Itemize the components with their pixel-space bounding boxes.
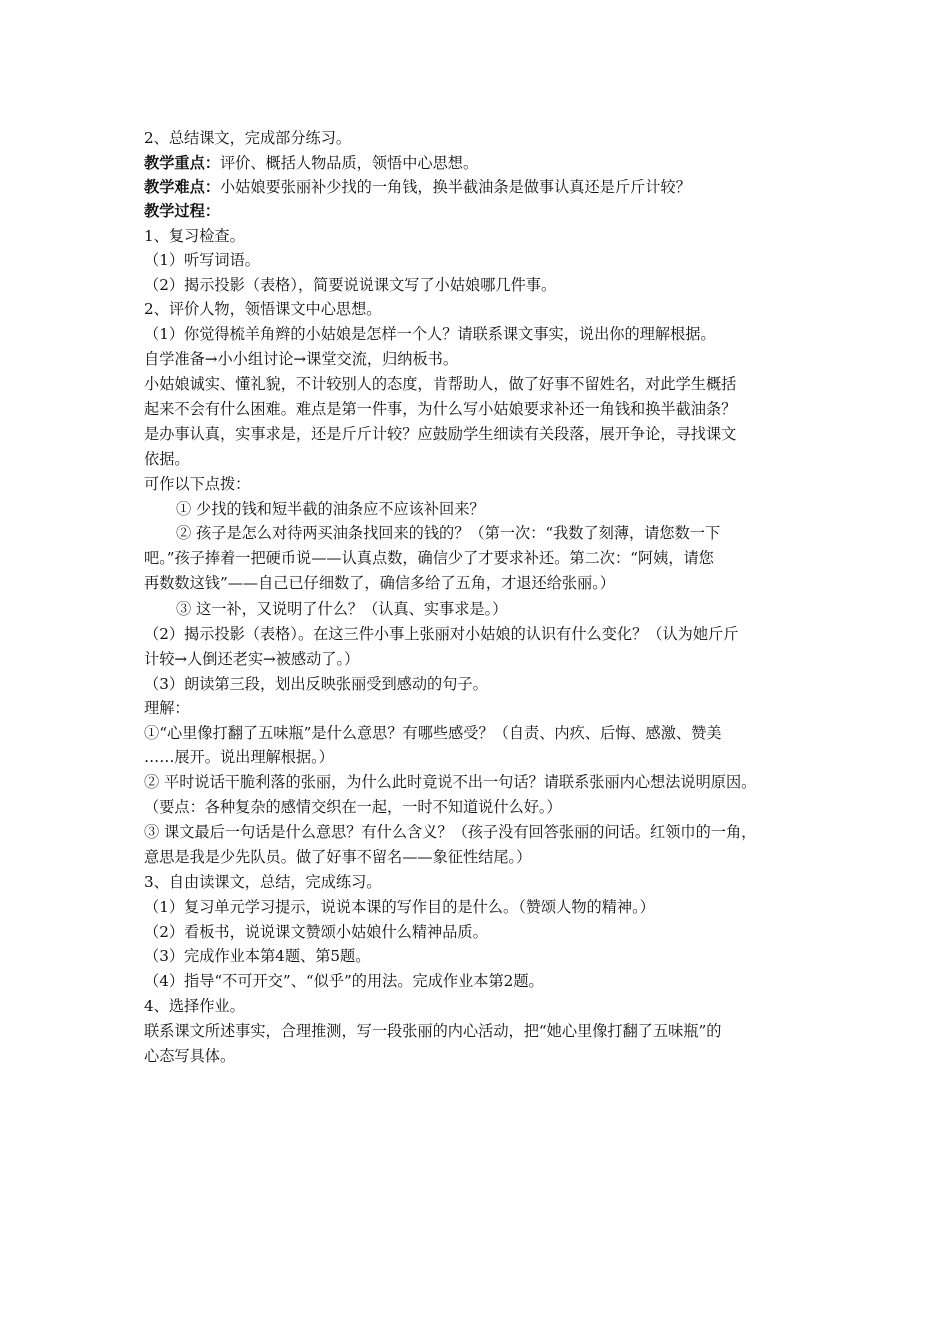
text-line: （4）指导“不可开交”、“似乎”的用法。完成作业本第2题。 <box>144 972 544 990</box>
text-line: 心态写具体。 <box>144 1047 236 1065</box>
key-points-label: 教学重点： <box>144 154 220 172</box>
text-line: 吧。”孩子捧着一把硬币说——认真点数，确信少了才要求补还。第二次：“阿姨，请您 <box>144 549 714 567</box>
text-line: （2）揭示投影（表格），简要说说课文写了小姑娘哪几件事。 <box>144 276 557 294</box>
key-points-line <box>144 153 478 173</box>
text-line: 再数数这钱”——自己已仔细数了，确信多给了五角，才退还给张丽。） <box>144 574 615 592</box>
text-line: ①“心里像打翻了五味瓶”是什么意思？有哪些感受？（自责、内疚、后悔、感激、赞美 <box>144 724 722 742</box>
difficulty-label: 教学难点： <box>144 178 220 196</box>
text-line: 联系课文所述事实，合理推测，写一段张丽的内心活动，把“她心里像打翻了五味瓶”的 <box>144 1022 722 1040</box>
text-line: 自学准备→小小组讨论→课堂交流，归纳板书。 <box>144 350 459 368</box>
text-line: 是办事认真，实事求是，还是斤斤计较？应鼓励学生细读有关段落，展开争论，寻找课文 <box>144 425 737 443</box>
text-line: 可作以下点拨： <box>144 475 251 493</box>
text-line: 计较→人倒还老实→被感动了。） <box>144 650 360 668</box>
text-line: （2）看板书，说说课文赞颂小姑娘什么精神品质。 <box>144 923 488 941</box>
text-line: ② 平时说话干脆利落的张丽，为什么此时竟说不出一句话？请联系张丽内心想法说明原因。 <box>144 773 757 791</box>
difficulty-line <box>144 177 691 197</box>
text-line: ③ 课文最后一句话是什么意思？有什么含义？（孩子没有回答张丽的问话。红领巾的一角， <box>144 823 757 841</box>
text-line: （3）完成作业本第4题、第5题。 <box>144 947 371 965</box>
text-line: 4、选择作业。 <box>144 997 245 1015</box>
text-line: ① 少找的钱和短半截的油条应不应该补回来？ <box>176 500 485 518</box>
difficulty-text: 小姑娘要张丽补少找的一角钱，换半截油条是做事认真还是斤斤计较？ <box>219 178 691 196</box>
text-line: 理解： <box>144 699 190 717</box>
text-line: 3、自由读课文，总结，完成练习。 <box>144 873 382 891</box>
text-line: 1、复习检查。 <box>144 227 245 245</box>
text-line: 依据。 <box>144 450 190 468</box>
text-line: 意思是我是少先队员。做了好事不留名——象征性结尾。） <box>144 848 532 866</box>
text-line: 小姑娘诚实、懂礼貌，不计较别人的态度，肯帮助人，做了好事不留姓名，对此学生概括 <box>144 375 737 393</box>
text-line: （2）揭示投影（表格）。在这三件小事上张丽对小姑娘的认识有什么变化？（认为她斤斤 <box>144 625 739 643</box>
text-line: （要点：各种复杂的感情交织在一起，一时不知道说什么好。） <box>144 798 562 816</box>
text-line: （3）朗读第三段，划出反映张丽受到感动的句子。 <box>144 675 488 693</box>
text-line: 起来不会有什么困难。难点是第一件事，为什么写小姑娘要求补还一角钱和换半截油条？ <box>144 400 737 418</box>
text-line: 2、总结课文，完成部分练习。 <box>144 129 352 147</box>
key-points-text: 评价、概括人物品质，领悟中心思想。 <box>219 154 479 172</box>
text-line: （1）你觉得梳羊角辫的小姑娘是怎样一个人？请联系课文事实，说出你的理解根据。 <box>144 325 716 343</box>
section-heading: 教学过程： <box>144 202 220 220</box>
text-line: ③ 这一补，又说明了什么？（认真、实事求是。） <box>176 600 508 618</box>
text-line: 2、评价人物，领悟课文中心思想。 <box>144 300 382 318</box>
text-line: ……展开。说出理解根据。） <box>144 748 334 766</box>
text-line: （1）复习单元学习提示，说说本课的写作目的是什么。（赞颂人物的精神。） <box>144 898 655 916</box>
text-line: （1）听写词语。 <box>144 251 260 269</box>
text-line: ② 孩子是怎么对待两买油条找回来的钱的？（第一次：“我数了刻薄，请您数一下 <box>176 524 721 542</box>
